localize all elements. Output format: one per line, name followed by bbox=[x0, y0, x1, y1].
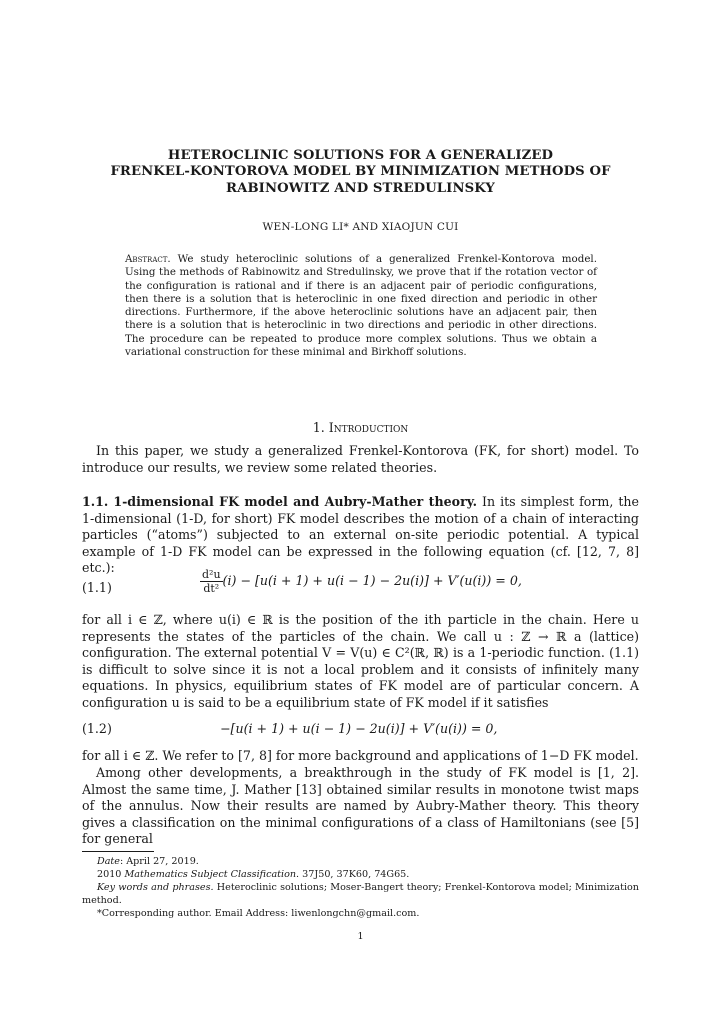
keywords-label: Key words and phrases. bbox=[97, 882, 214, 893]
date-value: : April 27, 2019. bbox=[119, 856, 199, 867]
title-line-3: RABINOWITZ AND STREDULINSKY bbox=[226, 180, 495, 196]
footnotes bbox=[82, 855, 639, 920]
equation-label: (1.1) bbox=[82, 580, 112, 595]
footnote-date bbox=[82, 855, 639, 868]
equation-body: −[u(i + 1) + u(i − 1) − 2u(i)] + V′(u(i)) = 0, bbox=[220, 721, 498, 736]
abstract-label: Abstract. bbox=[125, 253, 171, 265]
footnote-msc bbox=[82, 868, 639, 881]
equation-body bbox=[200, 568, 522, 595]
section-number: 1. bbox=[312, 420, 325, 435]
author-list: WEN-LONG LI* AND XIAOJUN CUI bbox=[262, 221, 459, 233]
section-title: Introduction bbox=[328, 420, 409, 435]
section-heading bbox=[82, 420, 639, 437]
fraction-denominator: dt² bbox=[203, 582, 220, 595]
fraction-numerator: d²u bbox=[202, 568, 221, 581]
equation-1-2 bbox=[82, 721, 639, 741]
equation-1-1 bbox=[82, 568, 639, 608]
footnote-corresponding: *Corresponding author. Email Address: liwenlongchn@gmail.com. bbox=[97, 908, 420, 919]
keywords-value: Heteroclinic solutions; Moser-Bangert theory; Frenkel-Kontorova model; Minimization method. bbox=[82, 882, 639, 906]
msc-label: Mathematics Subject Classification. bbox=[124, 869, 300, 880]
paragraph-after-eq1: for all i ∈ ℤ, where u(i) ∈ ℝ is the position of the ith particle in the chain. Here u represents the states of the particles of the chain. We call u : ℤ → ℝ a (lattice) configuration. The external potential V = V(u) ∈ C²(ℝ, ℝ) is a 1-periodic function. (1.1) is difficult to solve since it is not a local problem and it consists of infinitely many equations. In physics, equilibrium states of FK model are of particular concern. A configuration u is said to be a equilibrium state of FK model if it satisfies bbox=[82, 612, 639, 710]
subsection-text: In its simplest form, the 1-dimensional (1-D, for short) FK model describes the motion of a chain of interacting particles (“atoms”) subjected to an external on-site periodic potential. A typical example of 1-D FK model can be expressed in the following equation (cf. [12, 7, 8] etc.): bbox=[82, 494, 639, 576]
footnote-keywords bbox=[82, 881, 639, 907]
date-label: Date bbox=[97, 856, 120, 867]
abstract bbox=[125, 253, 597, 359]
footnote-rule bbox=[82, 851, 154, 852]
intro-paragraph: In this paper, we study a generalized Frenkel-Kontorova (FK, for short) model. To introduce our results, we review some related theories. bbox=[82, 443, 639, 475]
subsection-number: 1.1. bbox=[82, 494, 109, 509]
subsection-paragraph bbox=[82, 494, 639, 577]
page-number: 1 bbox=[357, 931, 364, 942]
paragraph-history: Among other developments, a breakthrough in the study of FK model is [1, 2]. Almost the same time, J. Mather [13] obtained similar results in monotone twist maps of the annulus. Now their results are named by Aubry-Mather theory. This theory gives a classification on the minimal configurations of a class of Hamiltonians (see [5] for general bbox=[82, 765, 639, 847]
equation-rhs: (i) − [u(i + 1) + u(i − 1) − 2u(i)] + V′(u(i)) = 0, bbox=[222, 573, 522, 588]
msc-value: 37J50, 37K60, 74G65. bbox=[299, 869, 410, 880]
derivative-fraction bbox=[200, 568, 223, 595]
title-line-1: HETEROCLINIC SOLUTIONS FOR A GENERALIZED bbox=[167, 148, 554, 163]
paper-title bbox=[82, 148, 639, 197]
title-line-2: FRENKEL-KONTOROVA MODEL BY MINIMIZATION METHODS OF bbox=[110, 164, 611, 180]
equation-label: (1.2) bbox=[82, 721, 112, 736]
paragraph-after-eq2: for all i ∈ ℤ. We refer to [7, 8] for more background and applications of 1−D FK model. bbox=[82, 748, 639, 763]
subsection-title: 1-dimensional FK model and Aubry-Mather theory. bbox=[113, 494, 477, 509]
msc-prefix: 2010 bbox=[97, 869, 125, 880]
abstract-text: We study heteroclinic solutions of a generalized Frenkel-Kontorova model. Using the methods of Rabinowitz and Stredulinsky, we prove that if the rotation vector of the configuration is rational and if there is an adjacent pair of periodic configurations, then there is a solution that is heteroclinic in one fixed direction and periodic in other directions. Furthermore, if the above heteroclinic solutions have an adjacent pair, then there is a solution that is heteroclinic in two directions and periodic in other directions. The procedure can be repeated to produce more complex solutions. Thus we obtain a variational construction for these minimal and Birkhoff solutions. bbox=[125, 253, 597, 359]
